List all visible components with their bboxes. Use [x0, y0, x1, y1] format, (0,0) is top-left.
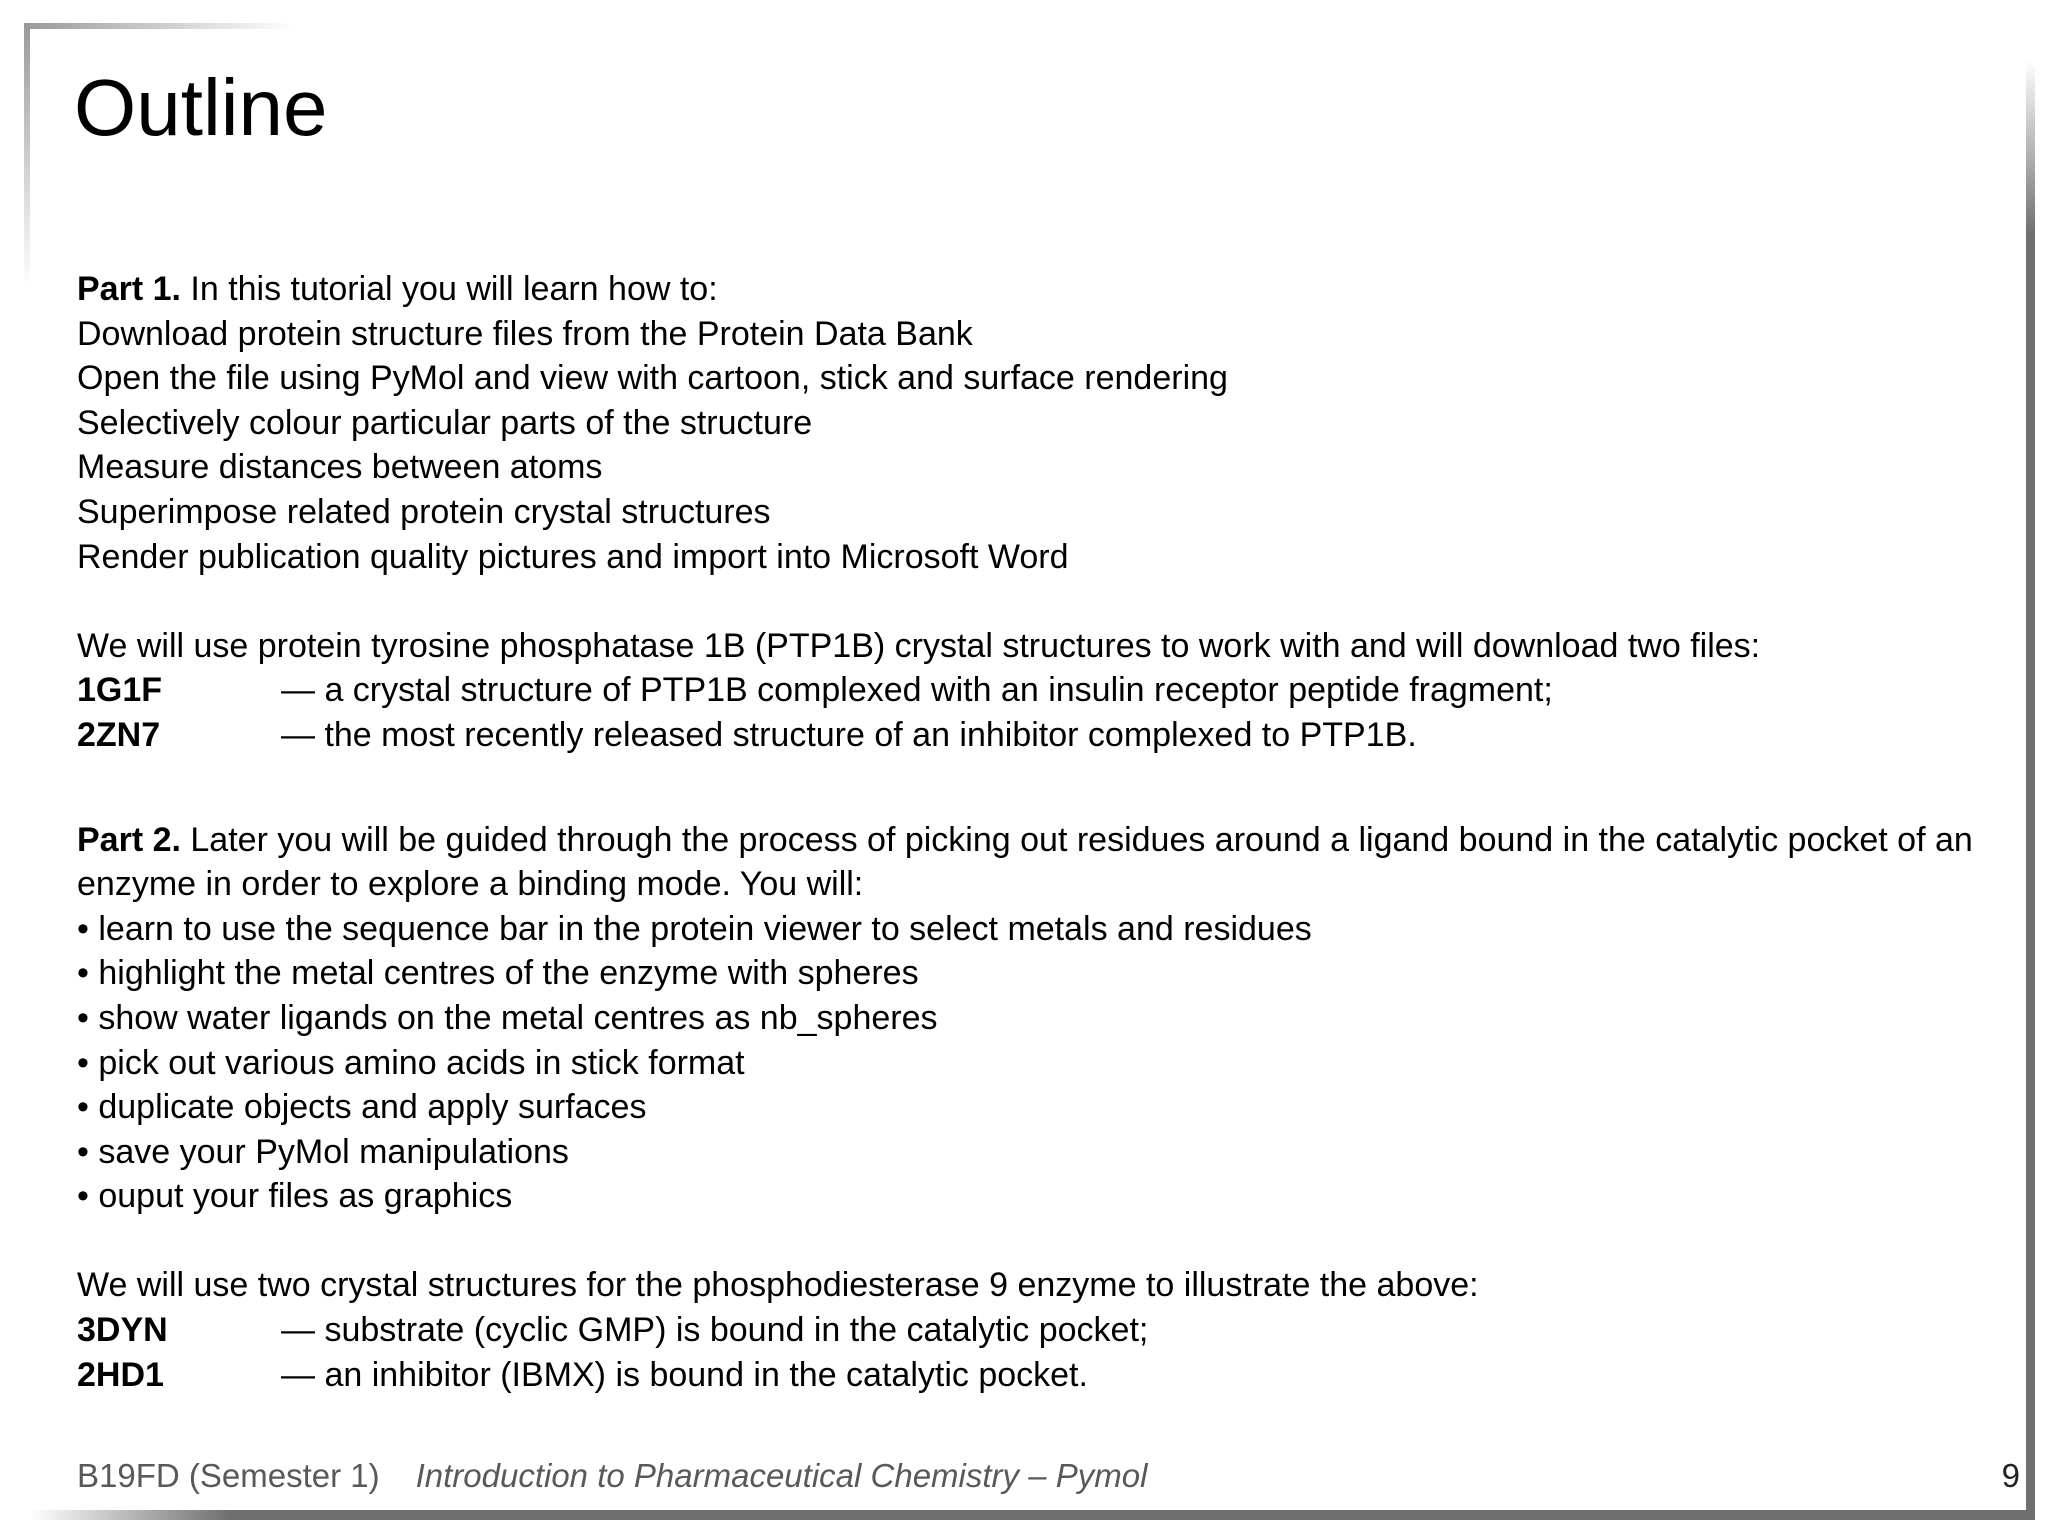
pdb-code: 2ZN7 — [77, 715, 161, 754]
part2-intro-text: Later you will be guided through the process of picking out residues around a ligand bound in the catalytic pocket of an enzyme in order to explore a binding mode. You will: — [77, 820, 1973, 904]
file-entry — [77, 1308, 2007, 1353]
slide-content — [77, 267, 2007, 1397]
part2-bullet: • save your PyMol manipulations — [77, 1132, 569, 1171]
part2-files-intro: We will use two crystal structures for the phosphodiesterase 9 enzyme to illustrate the above: — [77, 1266, 1479, 1305]
file-entry — [77, 1353, 2007, 1398]
file-entry — [77, 713, 2007, 758]
frame-shadow-bottom — [30, 1510, 2035, 1520]
part1-files-intro: We will use protein tyrosine phosphatase 1B (PTP1B) crystal structures to work with and will download two files: — [77, 626, 1761, 665]
slide-footer — [77, 1454, 1147, 1498]
part1-item: Download protein structure files from the Protein Data Bank — [77, 314, 973, 353]
pdb-code: 3DYN — [77, 1311, 168, 1350]
pdb-description: — an inhibitor (IBMX) is bound in the catalytic pocket. — [281, 1355, 1088, 1394]
part1-item: Render publication quality pictures and import into Microsoft Word — [77, 537, 1069, 576]
part1-heading: Part 1. — [77, 270, 181, 308]
part2-heading: Part 2. — [77, 820, 181, 859]
part1-item: Measure distances between atoms — [77, 448, 603, 487]
part2-bullet: • ouput your files as graphics — [77, 1177, 513, 1216]
frame-shadow-left — [24, 23, 30, 288]
pdb-description: — a crystal structure of PTP1B complexed with an insulin receptor peptide fragment; — [281, 671, 1553, 710]
pdb-code: 2HD1 — [77, 1355, 164, 1394]
part2-bullet: • highlight the metal centres of the enzyme with spheres — [77, 954, 919, 993]
frame-shadow-right — [2026, 60, 2035, 1520]
part2-bullet: • show water ligands on the metal centres as nb_spheres — [77, 998, 938, 1037]
part1-item: Selectively colour particular parts of the structure — [77, 403, 813, 442]
part2-bullet: • duplicate objects and apply surfaces — [77, 1088, 647, 1127]
part2-bullet: • learn to use the sequence bar in the protein viewer to select metals and residues — [77, 909, 1312, 948]
pdb-description: — substrate (cyclic GMP) is bound in the catalytic pocket; — [281, 1311, 1149, 1350]
course-title: Introduction to Pharmaceutical Chemistry – Pymol — [415, 1457, 1148, 1494]
slide-title: Outline — [74, 63, 328, 152]
part2-intro — [77, 818, 2007, 907]
course-code: B19FD (Semester 1) — [77, 1457, 380, 1494]
pdb-code: 1G1F — [77, 671, 163, 710]
file-entry — [77, 668, 2007, 713]
pdb-description: — the most recently released structure of an inhibitor complexed to PTP1B. — [281, 715, 1417, 754]
part1-item: Open the file using PyMol and view with cartoon, stick and surface rendering — [77, 359, 1228, 398]
part2-bullet: • pick out various amino acids in stick format — [77, 1043, 745, 1082]
part1-intro — [77, 267, 2007, 312]
page-number: 9 — [2001, 1457, 2020, 1494]
frame-shadow-top — [24, 23, 294, 29]
part1-item: Superimpose related protein crystal structures — [77, 492, 771, 531]
part1-intro-text: In this tutorial you will learn how to: — [180, 270, 718, 308]
